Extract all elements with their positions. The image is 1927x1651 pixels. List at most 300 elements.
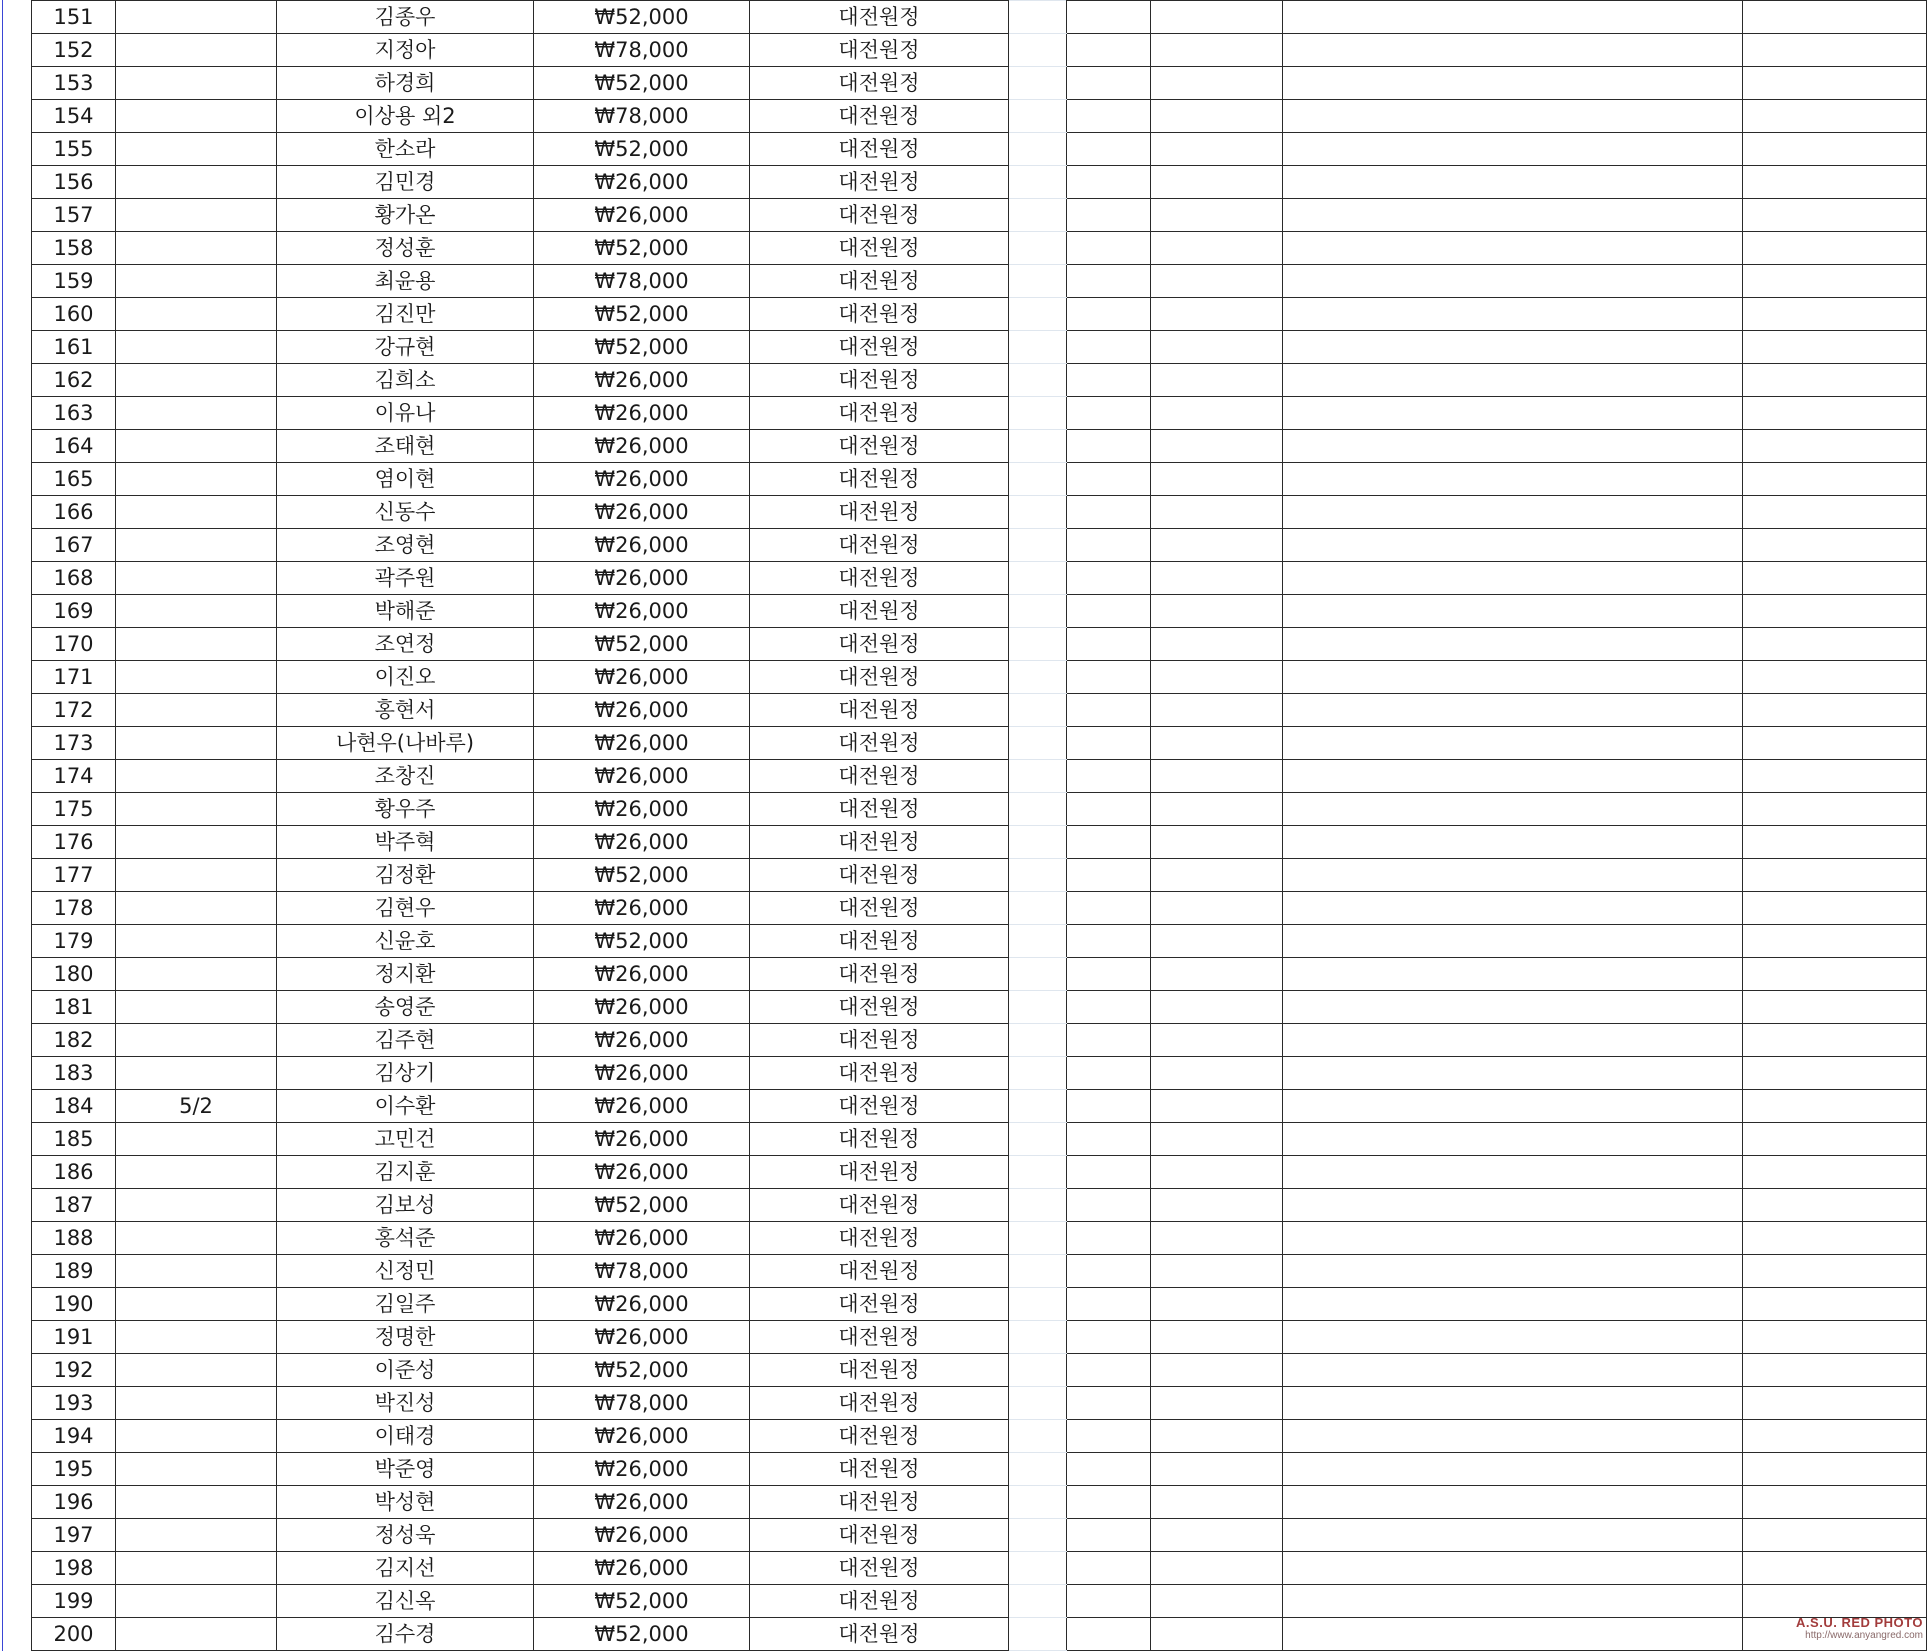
cell-date[interactable] bbox=[116, 430, 277, 463]
cell-amount[interactable]: ₩26,000 bbox=[534, 1057, 750, 1090]
cell-empty[interactable] bbox=[1743, 1387, 1927, 1420]
cell-name[interactable]: 박성현 bbox=[277, 1486, 534, 1519]
cell-empty[interactable] bbox=[1743, 199, 1927, 232]
cell-place[interactable]: 대전원정 bbox=[750, 133, 1009, 166]
cell-amount[interactable]: ₩52,000 bbox=[534, 1354, 750, 1387]
cell-amount[interactable]: ₩52,000 bbox=[534, 1189, 750, 1222]
cell-empty[interactable] bbox=[1743, 496, 1927, 529]
cell-name[interactable]: 김수경 bbox=[277, 1618, 534, 1651]
cell-name[interactable]: 조연정 bbox=[277, 628, 534, 661]
cell-empty[interactable] bbox=[1283, 1123, 1743, 1156]
cell-empty[interactable] bbox=[1151, 1222, 1283, 1255]
cell-no[interactable]: 191 bbox=[32, 1321, 116, 1354]
cell-empty[interactable] bbox=[1743, 1156, 1927, 1189]
cell-empty[interactable] bbox=[1151, 100, 1283, 133]
cell-empty[interactable] bbox=[1067, 1123, 1151, 1156]
cell-date[interactable] bbox=[116, 1387, 277, 1420]
cell-no[interactable]: 152 bbox=[32, 34, 116, 67]
cell-place[interactable]: 대전원정 bbox=[750, 265, 1009, 298]
cell-no[interactable]: 162 bbox=[32, 364, 116, 397]
cell-empty[interactable] bbox=[1283, 298, 1743, 331]
cell-empty[interactable] bbox=[1743, 1024, 1927, 1057]
cell-name[interactable]: 염이현 bbox=[277, 463, 534, 496]
cell-empty[interactable] bbox=[1151, 496, 1283, 529]
cell-name[interactable]: 김종우 bbox=[277, 1, 534, 34]
cell-empty[interactable] bbox=[1743, 562, 1927, 595]
cell-amount[interactable]: ₩26,000 bbox=[534, 463, 750, 496]
cell-no[interactable]: 156 bbox=[32, 166, 116, 199]
cell-amount[interactable]: ₩26,000 bbox=[534, 496, 750, 529]
cell-name[interactable]: 김일주 bbox=[277, 1288, 534, 1321]
cell-place[interactable]: 대전원정 bbox=[750, 1255, 1009, 1288]
cell-empty[interactable] bbox=[1151, 1156, 1283, 1189]
cell-empty-gap[interactable] bbox=[1009, 595, 1067, 628]
cell-empty-gap[interactable] bbox=[1009, 793, 1067, 826]
cell-no[interactable]: 163 bbox=[32, 397, 116, 430]
cell-empty[interactable] bbox=[1743, 991, 1927, 1024]
cell-empty-gap[interactable] bbox=[1009, 1123, 1067, 1156]
cell-amount[interactable]: ₩26,000 bbox=[534, 562, 750, 595]
cell-empty[interactable] bbox=[1151, 1057, 1283, 1090]
cell-name[interactable]: 이수환 bbox=[277, 1090, 534, 1123]
cell-name[interactable]: 김신옥 bbox=[277, 1585, 534, 1618]
cell-empty[interactable] bbox=[1067, 1519, 1151, 1552]
cell-empty[interactable] bbox=[1743, 529, 1927, 562]
cell-amount[interactable]: ₩26,000 bbox=[534, 958, 750, 991]
cell-date[interactable] bbox=[116, 1552, 277, 1585]
cell-empty-gap[interactable] bbox=[1009, 1189, 1067, 1222]
cell-empty-gap[interactable] bbox=[1009, 1024, 1067, 1057]
cell-empty[interactable] bbox=[1283, 1255, 1743, 1288]
cell-place[interactable]: 대전원정 bbox=[750, 628, 1009, 661]
cell-no[interactable]: 193 bbox=[32, 1387, 116, 1420]
cell-empty[interactable] bbox=[1743, 892, 1927, 925]
cell-amount[interactable]: ₩78,000 bbox=[534, 100, 750, 133]
cell-amount[interactable]: ₩52,000 bbox=[534, 925, 750, 958]
cell-empty[interactable] bbox=[1743, 1354, 1927, 1387]
cell-name[interactable]: 김상기 bbox=[277, 1057, 534, 1090]
cell-empty-gap[interactable] bbox=[1009, 298, 1067, 331]
cell-no[interactable]: 161 bbox=[32, 331, 116, 364]
cell-empty[interactable] bbox=[1743, 1090, 1927, 1123]
cell-empty[interactable] bbox=[1743, 958, 1927, 991]
cell-name[interactable]: 강규현 bbox=[277, 331, 534, 364]
cell-empty[interactable] bbox=[1283, 1585, 1743, 1618]
cell-empty[interactable] bbox=[1283, 1057, 1743, 1090]
cell-no[interactable]: 178 bbox=[32, 892, 116, 925]
cell-no[interactable]: 160 bbox=[32, 298, 116, 331]
cell-empty-gap[interactable] bbox=[1009, 1222, 1067, 1255]
cell-empty[interactable] bbox=[1743, 430, 1927, 463]
cell-amount[interactable]: ₩26,000 bbox=[534, 892, 750, 925]
cell-amount[interactable]: ₩52,000 bbox=[534, 298, 750, 331]
cell-name[interactable]: 황우주 bbox=[277, 793, 534, 826]
cell-name[interactable]: 하경희 bbox=[277, 67, 534, 100]
cell-amount[interactable]: ₩26,000 bbox=[534, 826, 750, 859]
cell-empty-gap[interactable] bbox=[1009, 1156, 1067, 1189]
cell-empty[interactable] bbox=[1743, 727, 1927, 760]
cell-empty[interactable] bbox=[1283, 595, 1743, 628]
cell-date[interactable] bbox=[116, 1354, 277, 1387]
cell-empty[interactable] bbox=[1067, 628, 1151, 661]
cell-no[interactable]: 175 bbox=[32, 793, 116, 826]
cell-empty[interactable] bbox=[1151, 1321, 1283, 1354]
cell-empty[interactable] bbox=[1743, 760, 1927, 793]
cell-empty[interactable] bbox=[1151, 1, 1283, 34]
cell-no[interactable]: 181 bbox=[32, 991, 116, 1024]
cell-amount[interactable]: ₩52,000 bbox=[534, 331, 750, 364]
cell-date[interactable] bbox=[116, 463, 277, 496]
cell-date[interactable] bbox=[116, 199, 277, 232]
cell-name[interactable]: 박준영 bbox=[277, 1453, 534, 1486]
cell-date[interactable] bbox=[116, 991, 277, 1024]
cell-empty-gap[interactable] bbox=[1009, 760, 1067, 793]
cell-no[interactable]: 179 bbox=[32, 925, 116, 958]
cell-empty[interactable] bbox=[1151, 529, 1283, 562]
cell-name[interactable]: 나현우(나바루) bbox=[277, 727, 534, 760]
cell-no[interactable]: 168 bbox=[32, 562, 116, 595]
cell-empty[interactable] bbox=[1067, 1, 1151, 34]
cell-empty-gap[interactable] bbox=[1009, 1486, 1067, 1519]
cell-empty[interactable] bbox=[1283, 1618, 1743, 1651]
cell-empty[interactable] bbox=[1151, 595, 1283, 628]
cell-empty[interactable] bbox=[1283, 1, 1743, 34]
cell-empty[interactable] bbox=[1067, 298, 1151, 331]
cell-name[interactable]: 정지환 bbox=[277, 958, 534, 991]
cell-place[interactable]: 대전원정 bbox=[750, 529, 1009, 562]
cell-date[interactable] bbox=[116, 958, 277, 991]
cell-empty[interactable] bbox=[1283, 430, 1743, 463]
cell-no[interactable]: 151 bbox=[32, 1, 116, 34]
cell-no[interactable]: 196 bbox=[32, 1486, 116, 1519]
cell-empty-gap[interactable] bbox=[1009, 1453, 1067, 1486]
cell-place[interactable]: 대전원정 bbox=[750, 1354, 1009, 1387]
cell-empty[interactable] bbox=[1283, 232, 1743, 265]
cell-empty[interactable] bbox=[1283, 1189, 1743, 1222]
cell-empty[interactable] bbox=[1743, 133, 1927, 166]
cell-empty[interactable] bbox=[1283, 199, 1743, 232]
cell-place[interactable]: 대전원정 bbox=[750, 958, 1009, 991]
cell-place[interactable]: 대전원정 bbox=[750, 562, 1009, 595]
cell-empty[interactable] bbox=[1151, 925, 1283, 958]
cell-empty[interactable] bbox=[1743, 1321, 1927, 1354]
cell-date[interactable] bbox=[116, 397, 277, 430]
cell-empty-gap[interactable] bbox=[1009, 430, 1067, 463]
cell-date[interactable] bbox=[116, 892, 277, 925]
cell-empty-gap[interactable] bbox=[1009, 166, 1067, 199]
cell-place[interactable]: 대전원정 bbox=[750, 463, 1009, 496]
cell-date[interactable] bbox=[116, 1585, 277, 1618]
cell-name[interactable]: 이유나 bbox=[277, 397, 534, 430]
cell-name[interactable]: 조창진 bbox=[277, 760, 534, 793]
cell-empty-gap[interactable] bbox=[1009, 1321, 1067, 1354]
cell-no[interactable]: 180 bbox=[32, 958, 116, 991]
cell-name[interactable]: 김지훈 bbox=[277, 1156, 534, 1189]
cell-no[interactable]: 154 bbox=[32, 100, 116, 133]
cell-empty[interactable] bbox=[1151, 694, 1283, 727]
cell-empty-gap[interactable] bbox=[1009, 1255, 1067, 1288]
cell-place[interactable]: 대전원정 bbox=[750, 925, 1009, 958]
cell-empty[interactable] bbox=[1283, 463, 1743, 496]
cell-amount[interactable]: ₩78,000 bbox=[534, 1255, 750, 1288]
cell-place[interactable]: 대전원정 bbox=[750, 694, 1009, 727]
cell-date[interactable] bbox=[116, 1057, 277, 1090]
cell-empty[interactable] bbox=[1283, 133, 1743, 166]
cell-date[interactable] bbox=[116, 1255, 277, 1288]
cell-empty[interactable] bbox=[1743, 1585, 1927, 1618]
cell-amount[interactable]: ₩26,000 bbox=[534, 166, 750, 199]
cell-place[interactable]: 대전원정 bbox=[750, 1420, 1009, 1453]
cell-empty[interactable] bbox=[1151, 562, 1283, 595]
cell-empty[interactable] bbox=[1151, 166, 1283, 199]
cell-empty[interactable] bbox=[1067, 34, 1151, 67]
cell-date[interactable] bbox=[116, 727, 277, 760]
cell-name[interactable]: 최윤용 bbox=[277, 265, 534, 298]
cell-empty[interactable] bbox=[1067, 991, 1151, 1024]
cell-date[interactable] bbox=[116, 1123, 277, 1156]
cell-place[interactable]: 대전원정 bbox=[750, 1486, 1009, 1519]
cell-empty[interactable] bbox=[1743, 331, 1927, 364]
cell-empty[interactable] bbox=[1067, 859, 1151, 892]
cell-place[interactable]: 대전원정 bbox=[750, 331, 1009, 364]
cell-amount[interactable]: ₩26,000 bbox=[534, 1519, 750, 1552]
cell-empty[interactable] bbox=[1743, 1486, 1927, 1519]
cell-amount[interactable]: ₩26,000 bbox=[534, 1123, 750, 1156]
cell-empty[interactable] bbox=[1151, 331, 1283, 364]
cell-place[interactable]: 대전원정 bbox=[750, 430, 1009, 463]
cell-empty-gap[interactable] bbox=[1009, 859, 1067, 892]
cell-amount[interactable]: ₩26,000 bbox=[534, 595, 750, 628]
cell-empty[interactable] bbox=[1743, 661, 1927, 694]
cell-empty[interactable] bbox=[1067, 793, 1151, 826]
cell-name[interactable]: 고민건 bbox=[277, 1123, 534, 1156]
cell-date[interactable] bbox=[116, 529, 277, 562]
cell-empty[interactable] bbox=[1067, 1552, 1151, 1585]
cell-empty[interactable] bbox=[1283, 628, 1743, 661]
cell-name[interactable]: 곽주원 bbox=[277, 562, 534, 595]
cell-date[interactable] bbox=[116, 331, 277, 364]
cell-empty-gap[interactable] bbox=[1009, 1354, 1067, 1387]
cell-empty[interactable] bbox=[1283, 859, 1743, 892]
cell-empty-gap[interactable] bbox=[1009, 727, 1067, 760]
cell-empty[interactable] bbox=[1151, 1354, 1283, 1387]
cell-place[interactable]: 대전원정 bbox=[750, 397, 1009, 430]
cell-empty-gap[interactable] bbox=[1009, 199, 1067, 232]
cell-date[interactable] bbox=[116, 1618, 277, 1651]
cell-no[interactable]: 200 bbox=[32, 1618, 116, 1651]
cell-empty[interactable] bbox=[1743, 463, 1927, 496]
cell-empty[interactable] bbox=[1151, 397, 1283, 430]
cell-amount[interactable]: ₩52,000 bbox=[534, 1, 750, 34]
cell-name[interactable]: 한소라 bbox=[277, 133, 534, 166]
cell-empty[interactable] bbox=[1067, 595, 1151, 628]
cell-empty[interactable] bbox=[1743, 1189, 1927, 1222]
cell-empty[interactable] bbox=[1151, 892, 1283, 925]
cell-empty[interactable] bbox=[1283, 100, 1743, 133]
cell-date[interactable] bbox=[116, 364, 277, 397]
cell-place[interactable]: 대전원정 bbox=[750, 859, 1009, 892]
cell-name[interactable]: 김보성 bbox=[277, 1189, 534, 1222]
cell-empty[interactable] bbox=[1151, 826, 1283, 859]
cell-date[interactable] bbox=[116, 1, 277, 34]
cell-empty-gap[interactable] bbox=[1009, 364, 1067, 397]
cell-date[interactable] bbox=[116, 793, 277, 826]
cell-place[interactable]: 대전원정 bbox=[750, 34, 1009, 67]
cell-empty-gap[interactable] bbox=[1009, 1, 1067, 34]
cell-empty[interactable] bbox=[1067, 529, 1151, 562]
cell-empty[interactable] bbox=[1283, 67, 1743, 100]
cell-empty[interactable] bbox=[1151, 1090, 1283, 1123]
cell-date[interactable] bbox=[116, 1024, 277, 1057]
cell-date[interactable] bbox=[116, 628, 277, 661]
cell-empty[interactable] bbox=[1067, 826, 1151, 859]
cell-empty-gap[interactable] bbox=[1009, 529, 1067, 562]
cell-amount[interactable]: ₩26,000 bbox=[534, 1090, 750, 1123]
cell-empty-gap[interactable] bbox=[1009, 1552, 1067, 1585]
cell-empty[interactable] bbox=[1151, 760, 1283, 793]
cell-place[interactable]: 대전원정 bbox=[750, 760, 1009, 793]
cell-empty[interactable] bbox=[1067, 1354, 1151, 1387]
cell-place[interactable]: 대전원정 bbox=[750, 1618, 1009, 1651]
cell-amount[interactable]: ₩52,000 bbox=[534, 628, 750, 661]
cell-empty-gap[interactable] bbox=[1009, 925, 1067, 958]
cell-amount[interactable]: ₩26,000 bbox=[534, 661, 750, 694]
cell-empty[interactable] bbox=[1283, 793, 1743, 826]
cell-name[interactable]: 홍석준 bbox=[277, 1222, 534, 1255]
cell-no[interactable]: 158 bbox=[32, 232, 116, 265]
cell-place[interactable]: 대전원정 bbox=[750, 1288, 1009, 1321]
cell-empty[interactable] bbox=[1151, 1189, 1283, 1222]
cell-name[interactable]: 정성욱 bbox=[277, 1519, 534, 1552]
cell-empty[interactable] bbox=[1743, 1453, 1927, 1486]
cell-name[interactable]: 지정아 bbox=[277, 34, 534, 67]
cell-empty[interactable] bbox=[1151, 34, 1283, 67]
cell-empty[interactable] bbox=[1151, 1486, 1283, 1519]
cell-place[interactable]: 대전원정 bbox=[750, 1189, 1009, 1222]
cell-date[interactable] bbox=[116, 133, 277, 166]
cell-no[interactable]: 173 bbox=[32, 727, 116, 760]
cell-no[interactable]: 192 bbox=[32, 1354, 116, 1387]
cell-amount[interactable]: ₩26,000 bbox=[534, 1486, 750, 1519]
cell-empty[interactable] bbox=[1743, 826, 1927, 859]
cell-amount[interactable]: ₩52,000 bbox=[534, 1618, 750, 1651]
cell-empty[interactable] bbox=[1067, 760, 1151, 793]
cell-empty[interactable] bbox=[1283, 1354, 1743, 1387]
cell-place[interactable]: 대전원정 bbox=[750, 364, 1009, 397]
cell-empty-gap[interactable] bbox=[1009, 1057, 1067, 1090]
cell-no[interactable]: 167 bbox=[32, 529, 116, 562]
cell-empty[interactable] bbox=[1067, 958, 1151, 991]
cell-date[interactable] bbox=[116, 694, 277, 727]
cell-place[interactable]: 대전원정 bbox=[750, 1453, 1009, 1486]
cell-amount[interactable]: ₩26,000 bbox=[534, 1288, 750, 1321]
cell-name[interactable]: 송영준 bbox=[277, 991, 534, 1024]
cell-place[interactable]: 대전원정 bbox=[750, 1, 1009, 34]
cell-no[interactable]: 198 bbox=[32, 1552, 116, 1585]
cell-amount[interactable]: ₩52,000 bbox=[534, 1585, 750, 1618]
cell-empty[interactable] bbox=[1283, 1222, 1743, 1255]
cell-empty[interactable] bbox=[1743, 1420, 1927, 1453]
cell-name[interactable]: 조영현 bbox=[277, 529, 534, 562]
cell-date[interactable] bbox=[116, 826, 277, 859]
cell-date[interactable] bbox=[116, 1189, 277, 1222]
cell-place[interactable]: 대전원정 bbox=[750, 298, 1009, 331]
cell-empty[interactable] bbox=[1743, 694, 1927, 727]
cell-empty[interactable] bbox=[1283, 694, 1743, 727]
cell-date[interactable] bbox=[116, 34, 277, 67]
cell-place[interactable]: 대전원정 bbox=[750, 826, 1009, 859]
cell-empty[interactable] bbox=[1151, 133, 1283, 166]
cell-empty[interactable] bbox=[1283, 1024, 1743, 1057]
cell-empty[interactable] bbox=[1743, 100, 1927, 133]
cell-empty[interactable] bbox=[1067, 430, 1151, 463]
cell-date[interactable] bbox=[116, 1486, 277, 1519]
cell-name[interactable]: 이상용 외2 bbox=[277, 100, 534, 133]
cell-date[interactable] bbox=[116, 67, 277, 100]
cell-empty[interactable] bbox=[1067, 1585, 1151, 1618]
cell-empty[interactable] bbox=[1067, 1387, 1151, 1420]
cell-empty[interactable] bbox=[1151, 430, 1283, 463]
cell-amount[interactable]: ₩52,000 bbox=[534, 859, 750, 892]
cell-no[interactable]: 170 bbox=[32, 628, 116, 661]
cell-no[interactable]: 185 bbox=[32, 1123, 116, 1156]
cell-empty[interactable] bbox=[1067, 1255, 1151, 1288]
cell-name[interactable]: 신동수 bbox=[277, 496, 534, 529]
cell-amount[interactable]: ₩26,000 bbox=[534, 529, 750, 562]
cell-no[interactable]: 190 bbox=[32, 1288, 116, 1321]
cell-empty[interactable] bbox=[1151, 298, 1283, 331]
cell-empty[interactable] bbox=[1067, 1453, 1151, 1486]
cell-empty[interactable] bbox=[1151, 1552, 1283, 1585]
cell-date[interactable] bbox=[116, 166, 277, 199]
cell-date[interactable] bbox=[116, 595, 277, 628]
cell-empty[interactable] bbox=[1743, 1519, 1927, 1552]
cell-empty[interactable] bbox=[1067, 1156, 1151, 1189]
cell-date[interactable] bbox=[116, 1519, 277, 1552]
cell-no[interactable]: 182 bbox=[32, 1024, 116, 1057]
cell-date[interactable] bbox=[116, 925, 277, 958]
cell-empty[interactable] bbox=[1151, 1387, 1283, 1420]
cell-date[interactable] bbox=[116, 1222, 277, 1255]
cell-empty[interactable] bbox=[1283, 331, 1743, 364]
cell-amount[interactable]: ₩26,000 bbox=[534, 430, 750, 463]
cell-amount[interactable]: ₩26,000 bbox=[534, 694, 750, 727]
cell-empty[interactable] bbox=[1151, 1024, 1283, 1057]
cell-date[interactable] bbox=[116, 1453, 277, 1486]
cell-empty[interactable] bbox=[1067, 1057, 1151, 1090]
cell-date[interactable] bbox=[116, 232, 277, 265]
cell-place[interactable]: 대전원정 bbox=[750, 727, 1009, 760]
cell-amount[interactable]: ₩26,000 bbox=[534, 397, 750, 430]
cell-empty-gap[interactable] bbox=[1009, 1585, 1067, 1618]
cell-date[interactable] bbox=[116, 1321, 277, 1354]
cell-empty[interactable] bbox=[1151, 859, 1283, 892]
cell-name[interactable]: 황가온 bbox=[277, 199, 534, 232]
cell-empty-gap[interactable] bbox=[1009, 463, 1067, 496]
cell-amount[interactable]: ₩26,000 bbox=[534, 199, 750, 232]
cell-empty[interactable] bbox=[1743, 1288, 1927, 1321]
cell-empty[interactable] bbox=[1151, 364, 1283, 397]
cell-no[interactable]: 157 bbox=[32, 199, 116, 232]
cell-amount[interactable]: ₩78,000 bbox=[534, 1387, 750, 1420]
cell-place[interactable]: 대전원정 bbox=[750, 595, 1009, 628]
cell-no[interactable]: 188 bbox=[32, 1222, 116, 1255]
cell-empty-gap[interactable] bbox=[1009, 958, 1067, 991]
cell-empty-gap[interactable] bbox=[1009, 100, 1067, 133]
cell-empty[interactable] bbox=[1283, 265, 1743, 298]
cell-name[interactable]: 신정민 bbox=[277, 1255, 534, 1288]
cell-empty[interactable] bbox=[1067, 199, 1151, 232]
